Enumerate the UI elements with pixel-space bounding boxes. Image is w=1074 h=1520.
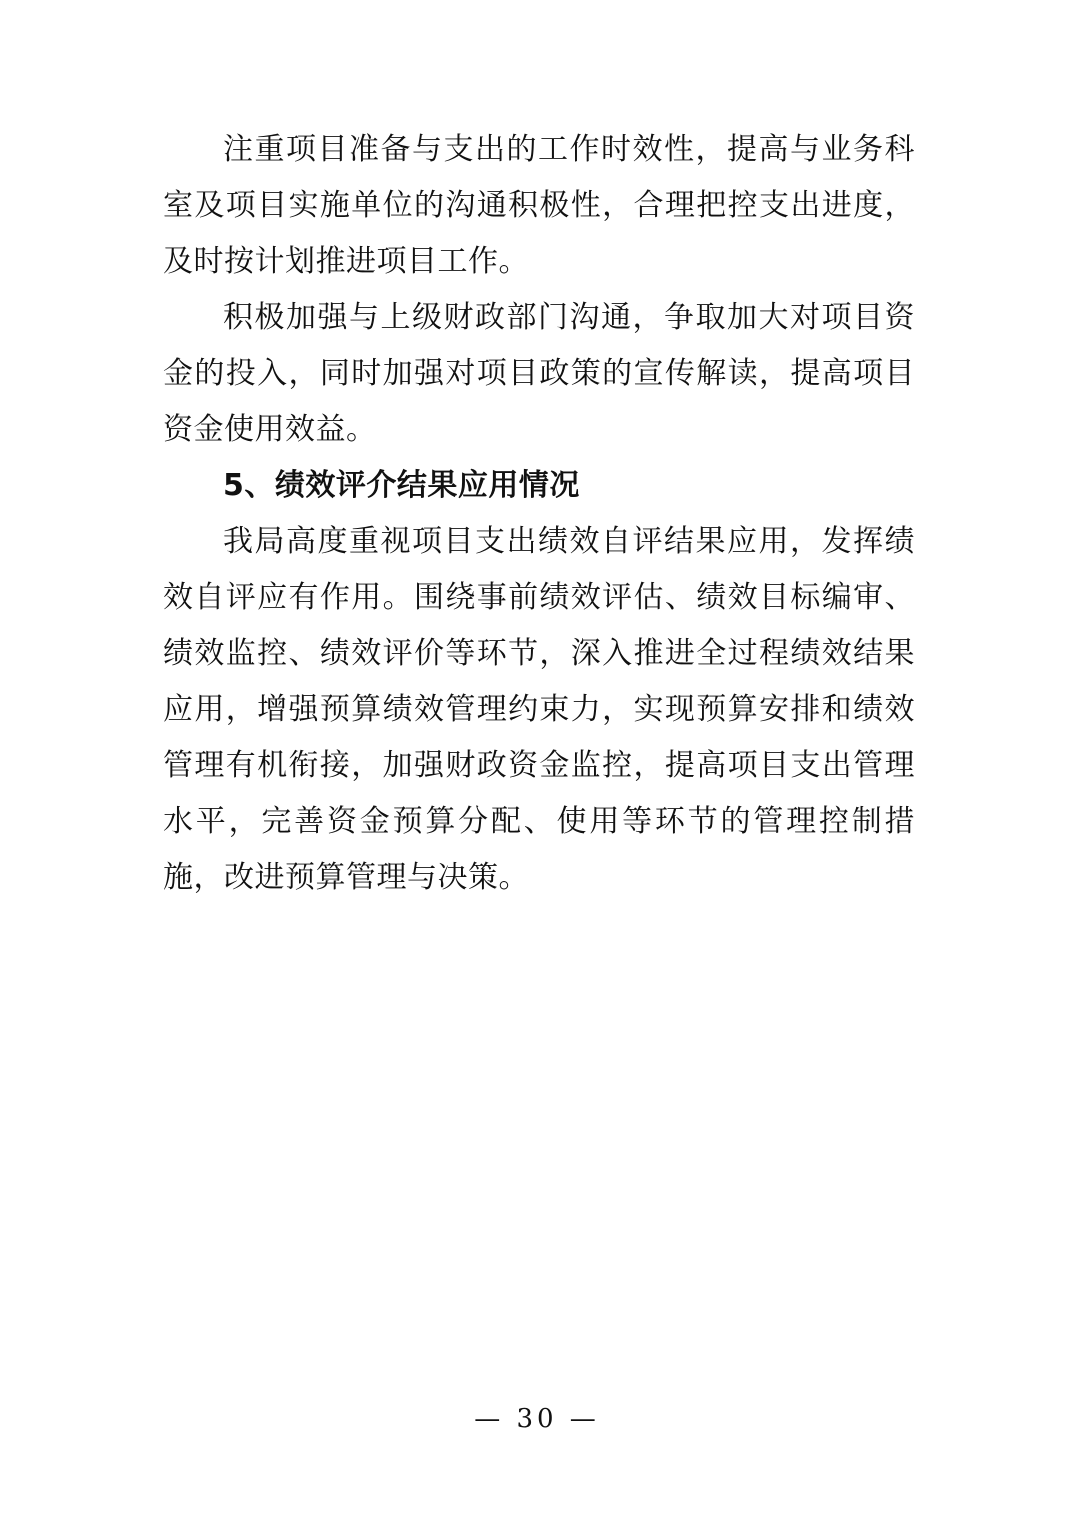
section-heading-5: 5、绩效评介结果应用情况 [223,468,580,503]
paragraph-3: 我局高度重视项目支出绩效自评结果应用，发挥绩效自评应有作用。围绕事前绩效评估、绩效目标编审、绩效监控、绩效评价等环节，深入推进全过程绩效结果应用，增强预算绩效管理约束力，实现预算安排和绩效管理有机衔接，加强财政资金监控，提高项目支出管理水平，完善资金预算分配、使用等环节的管理控制措施，改进预算管理与决策。 [163,524,915,895]
page-content [163,122,915,906]
paragraph-1: 注重项目准备与支出的工作时效性，提高与业务科室及项目实施单位的沟通积极性，合理把控支出进度，及时按计划推进项目工作。 [163,132,915,279]
paragraph-2: 积极加强与上级财政部门沟通，争取加大对项目资金的投入，同时加强对项目政策的宣传解读，提高项目资金使用效益。 [163,300,915,447]
page-number: — 30 — [474,1404,600,1434]
